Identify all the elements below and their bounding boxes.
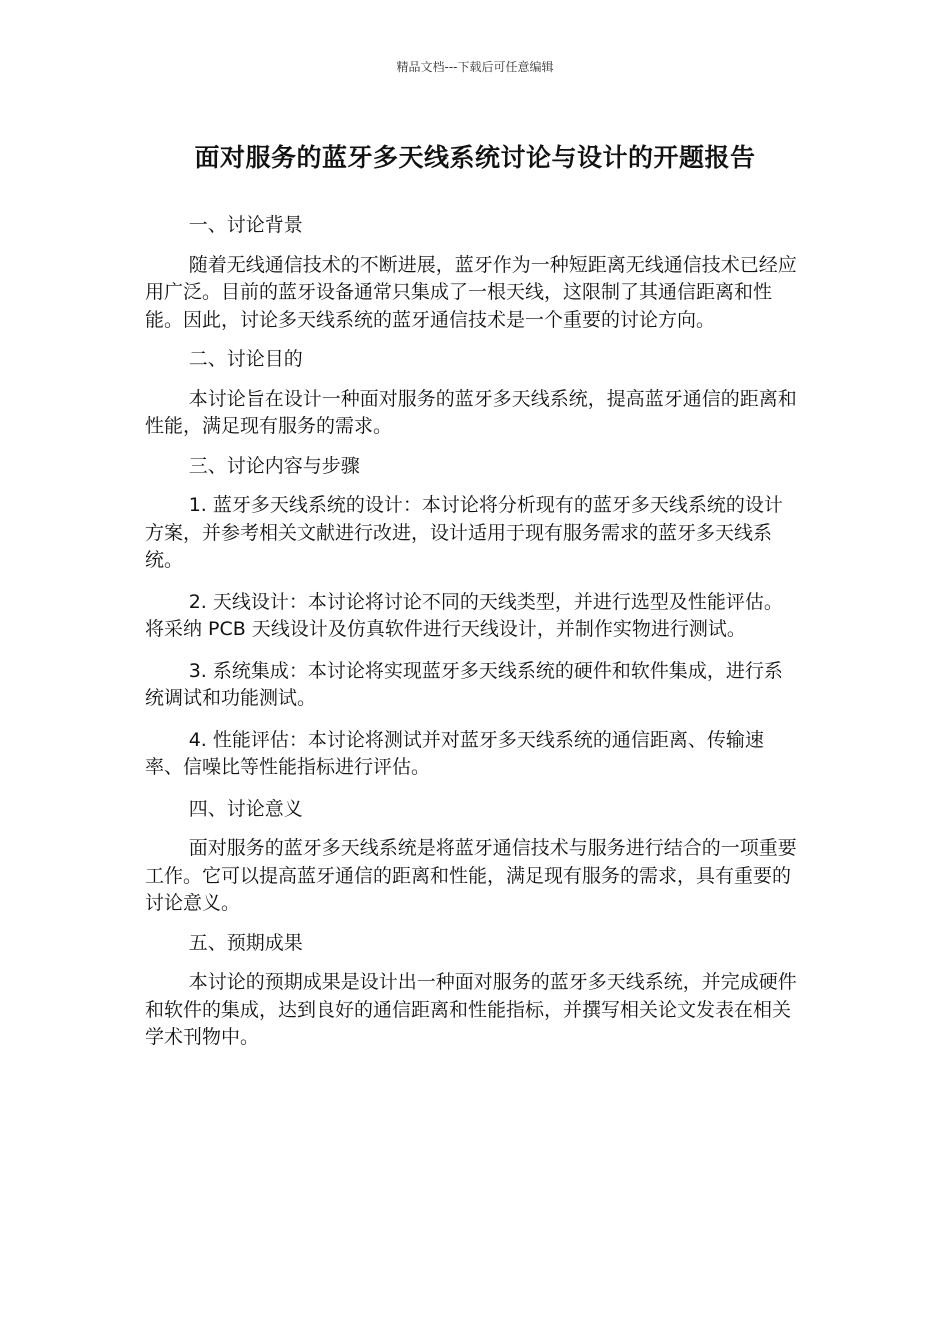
- document-title: 面对服务的蓝牙多天线系统讨论与设计的开题报告: [194, 143, 756, 172]
- content-item-4: 4. 性能评估：本讨论将测试并对蓝牙多天线系统的通信距离、传输速率、信噪比等性能指标进行评估。: [145, 728, 764, 778]
- section-text-significance: 面对服务的蓝牙多天线系统是将蓝牙通信技术与服务进行结合的一项重要工作。它可以提高蓝牙通信的距离和性能，满足现有服务的需求，具有重要的讨论意义。: [145, 837, 797, 914]
- header-note: 精品文档---下载后可任意编辑: [396, 60, 554, 74]
- section-heading-purpose: 二、讨论目的: [188, 348, 303, 370]
- section-heading-background: 一、讨论背景: [188, 214, 303, 236]
- section-heading-results: 五、预期成果: [188, 931, 303, 954]
- content-item-1: 1. 蓝牙多天线系统的设计：本讨论将分析现有的蓝牙多天线系统的设计方案，并参考相关文献进行改进，设计适用于现有服务需求的蓝牙多天线系统。: [145, 494, 783, 571]
- section-text-results: 本讨论的预期成果是设计出一种面对服务的蓝牙多天线系统，并完成硬件和软件的集成，达到良好的通信距离和性能指标，并撰写相关论文发表在相关学术刊物中。: [145, 971, 797, 1048]
- section-heading-content: 三、讨论内容与步骤: [188, 454, 360, 477]
- section-heading-significance: 四、讨论意义: [188, 797, 303, 820]
- section-text-background: 随着无线通信技术的不断进展，蓝牙作为一种短距离无线通信技术已经应用广泛。目前的蓝牙设备通常只集成了一根天线，这限制了其通信距离和性能。因此，讨论多天线系统的蓝牙通信技术是一个重要的讨论方向。: [145, 253, 797, 331]
- content-item-2: 2. 天线设计：本讨论将讨论不同的天线类型，并进行选型及性能评估。将采纳 PCB 天线设计及仿真软件进行天线设计，并制作实物进行测试。: [145, 590, 783, 640]
- document-body: [145, 212, 800, 1064]
- section-text-purpose: 本讨论旨在设计一种面对服务的蓝牙多天线系统，提高蓝牙通信的距离和性能，满足现有服务的需求。: [145, 387, 797, 437]
- content-item-3: 3. 系统集成：本讨论将实现蓝牙多天线系统的硬件和软件集成，进行系统调试和功能测试。: [145, 659, 783, 709]
